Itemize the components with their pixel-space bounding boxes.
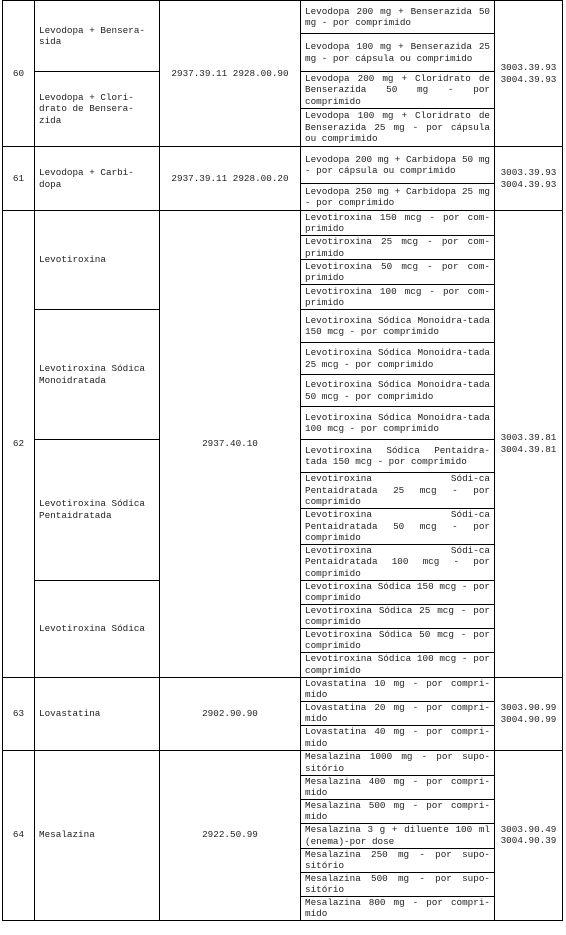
presentation-cell: Levodopa 200 mg + Carbidopa 50 mg - por cápsula ou comprimido: [301, 147, 495, 184]
substance-name-cell: Levodopa + Clori-drato de Bensera-zida: [35, 72, 160, 147]
table-row: [3, 211, 563, 236]
presentation-cell: Mesalazina 1000 mg - por supo-sitório: [301, 750, 495, 775]
item-number-cell: 63: [3, 677, 35, 750]
substance-name-cell: Mesalazina: [35, 750, 160, 920]
presentation-cell: Levotiroxina Sódi-ca Pentaidratada 50 mcg - por comprimido: [301, 509, 495, 545]
table-row: [3, 750, 563, 775]
substance-name-cell: Levodopa + Carbi-dopa: [35, 147, 160, 211]
tariff-code-cell: 3003.39.81 3004.39.81: [495, 211, 563, 678]
presentation-cell: Levotiroxina Sódica 100 mcg - por comprimido: [301, 652, 495, 677]
presentation-cell: Levotiroxina 50 mcg - por com-primido: [301, 260, 495, 285]
table-row: [3, 1, 563, 34]
presentation-cell: Lovastatina 10 mg - por compri-mido: [301, 677, 495, 701]
presentation-cell: Levotiroxina 25 mcg - por com-primido: [301, 236, 495, 260]
substance-name-cell: Levodopa + Bensera-sida: [35, 1, 160, 72]
presentation-cell: Levotiroxina Sódica 25 mcg - por comprimido: [301, 604, 495, 628]
medication-table-body: [3, 1, 563, 921]
presentation-cell: Mesalazina 500 mg - por compri-mido: [301, 799, 495, 823]
ncm-code-cell: 2937.39.11 2928.00.90: [160, 1, 301, 147]
presentation-cell: Mesalazina 800 mg - por compri-mido: [301, 896, 495, 920]
ncm-code-cell: 2937.39.11 2928.00.20: [160, 147, 301, 211]
ncm-code-cell: 2902.90.90: [160, 677, 301, 750]
substance-name-cell: Levotiroxina Sódica: [35, 580, 160, 677]
substance-name-cell: Levotiroxina: [35, 211, 160, 310]
presentation-cell: Lovastatina 20 mg - por compri-mido: [301, 701, 495, 725]
medication-table-document: [2, 0, 562, 921]
presentation-cell: Levotiroxina Sódi-ca Pentaidratada 100 mcg - por comprimido: [301, 544, 495, 580]
presentation-cell: Lovastatina 40 mg - por compri-mido: [301, 725, 495, 750]
presentation-cell: Levodopa 200 mg + Benserazida 50 mg - por comprimido: [301, 1, 495, 34]
presentation-cell: Levotiroxina Sódica Pentaidra-tada 150 mcg - por comprimido: [301, 440, 495, 473]
item-number-cell: 62: [3, 211, 35, 678]
presentation-cell: Levodopa 100 mg + Benserazida 25 mg - por cápsula ou comprimido: [301, 34, 495, 72]
presentation-cell: Mesalazina 250 mg - por supo-sitório: [301, 848, 495, 872]
table-row: [3, 677, 563, 701]
presentation-cell: Levotiroxina Sódica Monoidra-tada 100 mcg - por comprimido: [301, 407, 495, 440]
substance-name-cell: Levotiroxina Sódica Pentaidratada: [35, 440, 160, 581]
substance-name-cell: Levotiroxina Sódica Monoidratada: [35, 310, 160, 440]
item-number-cell: 61: [3, 147, 35, 211]
ncm-code-cell: 2922.50.99: [160, 750, 301, 920]
tariff-code-cell: 3003.90.99 3004.90.99: [495, 677, 563, 750]
presentation-cell: Levotiroxina 100 mcg - por com-primido: [301, 285, 495, 310]
presentation-cell: Levotiroxina Sódica Monoidra-tada 150 mcg - por comprimido: [301, 310, 495, 343]
presentation-cell: Levotiroxina 150 mcg - por com-primido: [301, 211, 495, 236]
presentation-cell: Levotiroxina Sódica Monoidra-tada 25 mcg - por comprimido: [301, 343, 495, 375]
presentation-cell: Levodopa 100 mg + Cloridrato de Benserazida 25 mg - por cápsula ou comprimido: [301, 109, 495, 147]
presentation-cell: Mesalazina 400 mg - por compri-mido: [301, 775, 495, 799]
presentation-cell: Levotiroxina Sódica 50 mcg - por comprimido: [301, 628, 495, 652]
medication-table: [2, 0, 563, 921]
tariff-code-cell: 3003.90.49 3004.90.39: [495, 750, 563, 920]
item-number-cell: 64: [3, 750, 35, 920]
presentation-cell: Mesalazina 3 g + diluente 100 ml (enema)-por dose: [301, 823, 495, 848]
presentation-cell: Levodopa 250 mg + Carbidopa 25 mg - por comprimido: [301, 184, 495, 211]
tariff-code-cell: 3003.39.93 3004.39.93: [495, 1, 563, 147]
table-row: [3, 147, 563, 184]
presentation-cell: Levotiroxina Sódi-ca Pentaidratada 25 mcg - por comprimido: [301, 473, 495, 509]
item-number-cell: 60: [3, 1, 35, 147]
ncm-code-cell: 2937.40.10: [160, 211, 301, 678]
presentation-cell: Levotiroxina Sódica Monoidra-tada 50 mcg - por comprimido: [301, 375, 495, 407]
presentation-cell: Mesalazina 500 mg - por supo-sitório: [301, 872, 495, 896]
substance-name-cell: Lovastatina: [35, 677, 160, 750]
presentation-cell: Levotiroxina Sódica 150 mcg - por comprimido: [301, 580, 495, 604]
presentation-cell: Levodopa 200 mg + Cloridrato de Benserazida 50 mg - por comprimido: [301, 72, 495, 109]
tariff-code-cell: 3003.39.93 3004.39.93: [495, 147, 563, 211]
